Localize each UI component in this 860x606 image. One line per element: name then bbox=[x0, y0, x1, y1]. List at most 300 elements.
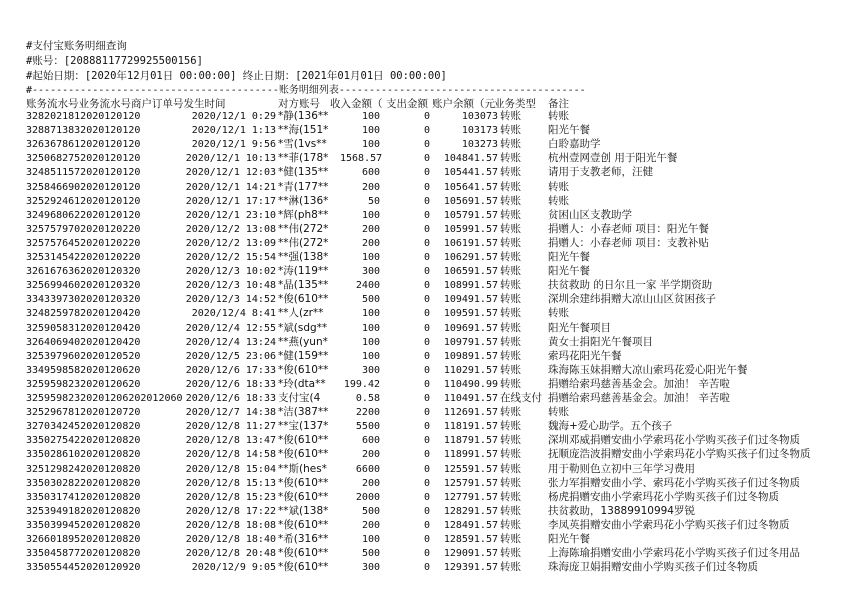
col-type: 业务类型 bbox=[494, 98, 536, 110]
cell-in: 199.42 bbox=[343, 378, 380, 390]
cell-out: 0 bbox=[423, 491, 430, 503]
cell-type: 转账 bbox=[500, 547, 521, 560]
cell-note: 杨虎捐赠安曲小学索玛花小学购买孩子们过冬物质 bbox=[548, 490, 779, 503]
cell-acct: *俊(610** bbox=[278, 293, 329, 306]
cell-type: 转账 bbox=[500, 279, 521, 292]
col-note: 备注 bbox=[548, 98, 569, 110]
cell-id: 32595982320201206202012060 bbox=[26, 393, 183, 404]
cell-time: 2020/12/5 23:06 bbox=[185, 350, 276, 362]
cell-bal: 105441.57 bbox=[443, 167, 498, 179]
cell-type: 转账 bbox=[500, 420, 521, 433]
cell-acct: **斯(hes* bbox=[278, 462, 327, 475]
cell-time: 2020/12/7 14:38 bbox=[185, 407, 276, 419]
cell-note: 请用于支教老师，汪健 bbox=[548, 166, 653, 179]
cell-time: 2020/12/4 12:55 bbox=[185, 322, 276, 334]
cell-acct: *青(177** bbox=[278, 180, 329, 193]
cell-id: 3266018952020120820 bbox=[26, 534, 141, 545]
cell-out: 0 bbox=[423, 252, 430, 263]
cell-in: 100 bbox=[361, 209, 380, 221]
cell-note: 索玛花阳光午餐 bbox=[548, 349, 622, 362]
cell-time: 2020/12/8 15:23 bbox=[185, 491, 276, 503]
cell-id: 3252967812020120720 bbox=[26, 407, 141, 419]
table-row bbox=[0, 434, 860, 447]
cell-id: 3253979602020120520 bbox=[26, 350, 141, 362]
cell-acct: **强(138* bbox=[278, 251, 329, 263]
cell-time: 2020/12/1 14:21 bbox=[185, 181, 276, 193]
cell-time: 2020/12/8 17:22 bbox=[185, 505, 276, 517]
cell-bal: 103073 bbox=[461, 111, 498, 122]
cell-acct: *健(135** bbox=[278, 166, 329, 179]
cell-acct: *俊(610** bbox=[278, 547, 329, 560]
cell-time: 2020/12/1 23:10 bbox=[185, 209, 276, 221]
cell-out: 0 bbox=[423, 519, 430, 531]
table-row bbox=[0, 505, 860, 518]
cell-type: 转账 bbox=[500, 561, 521, 574]
cell-type: 转账 bbox=[500, 208, 521, 221]
cell-in: 100 bbox=[361, 322, 380, 334]
cell-bal: 109791.57 bbox=[443, 336, 498, 348]
cell-id: 3258466902020120120 bbox=[26, 181, 141, 193]
cell-in: 600 bbox=[361, 167, 380, 179]
cell-bal: 103273 bbox=[461, 139, 498, 151]
cell-acct: *静(136** bbox=[278, 110, 329, 122]
cell-time: 2020/12/3 10:48 bbox=[185, 280, 276, 292]
cell-in: 200 bbox=[361, 181, 380, 193]
cell-time: 2020/12/8 13:47 bbox=[185, 435, 276, 447]
cell-type: 转账 bbox=[500, 476, 521, 489]
cell-in: 600 bbox=[361, 435, 380, 447]
cell-out: 0 bbox=[423, 209, 430, 221]
cell-bal: 110491.57 bbox=[443, 393, 498, 404]
cell-time: 2020/12/1 10:13 bbox=[185, 153, 276, 165]
cell-note: 抚顺庞浩波捐赠安曲小学索玛花小学购买孩子们过冬物质 bbox=[548, 448, 811, 461]
cell-id: 3259058312020120420 bbox=[26, 322, 141, 334]
cell-time: 2020/12/2 15:54 bbox=[185, 252, 276, 263]
cell-type: 转账 bbox=[500, 222, 521, 235]
cell-in: 300 bbox=[361, 364, 380, 376]
cell-id: 3343397302020120320 bbox=[26, 294, 141, 306]
cell-id: 3261676362020120320 bbox=[26, 266, 141, 278]
cell-bal: 110291.57 bbox=[443, 364, 498, 376]
cell-acct: *希(316** bbox=[278, 533, 329, 545]
date-range-line: #起始日期：[2020年12月01日 00:00:00] 终止日期：[2021年01月01日 00:00:00] bbox=[26, 70, 447, 82]
cell-bal: 128291.57 bbox=[443, 505, 498, 517]
cell-out: 0 bbox=[423, 534, 430, 545]
cell-note: 魏海+爱心助学。五个孩子 bbox=[548, 420, 673, 433]
cell-bal: 109891.57 bbox=[443, 350, 498, 362]
cell-out: 0 bbox=[423, 294, 430, 306]
table-row bbox=[0, 519, 860, 532]
cell-note: 捐赠人：小春老师 项目：支教补贴 bbox=[548, 236, 709, 249]
cell-acct: *辉(ph8** bbox=[278, 208, 329, 221]
cell-out: 0 bbox=[423, 477, 430, 489]
cell-out: 0 bbox=[423, 463, 430, 475]
cell-out: 0 bbox=[423, 393, 430, 404]
cell-in: 50 bbox=[367, 195, 380, 207]
cell-out: 0 bbox=[423, 505, 430, 517]
table-row bbox=[0, 420, 860, 433]
cell-note: 用于勒则色立初中三年学习费用 bbox=[548, 462, 695, 475]
cell-out: 0 bbox=[423, 548, 430, 560]
cell-in: 200 bbox=[361, 223, 380, 235]
cell-id: 3249680622020120120 bbox=[26, 209, 141, 221]
cell-in: 100 bbox=[361, 139, 380, 151]
cell-note: 捐赠给索玛慈善基金会。加油！ 辛苦啦 bbox=[548, 377, 730, 390]
cell-id: 3264069402020120420 bbox=[26, 336, 141, 348]
cell-note: 扶贫救助 的日尔且一家 半学期资助 bbox=[548, 279, 713, 292]
cell-time: 2020/12/8 11:27 bbox=[185, 421, 276, 433]
cell-note: 转账 bbox=[548, 110, 569, 122]
cell-note: 珠海庞卫娟捐赠安曲小学购买孩子们过冬物质 bbox=[548, 561, 758, 574]
cell-in: 1568.57 bbox=[340, 153, 383, 165]
cell-in: 100 bbox=[361, 252, 380, 263]
cell-type: 在线支付 bbox=[500, 392, 542, 404]
cell-type: 转账 bbox=[500, 307, 521, 320]
cell-acct: *俊(610** bbox=[278, 518, 329, 531]
cell-out: 0 bbox=[423, 449, 430, 461]
cell-acct: **宝(137* bbox=[278, 420, 329, 433]
cell-type: 转账 bbox=[500, 349, 521, 362]
cell-bal: 128591.57 bbox=[443, 534, 498, 545]
cell-bal: 106291.57 bbox=[443, 252, 498, 263]
cell-in: 200 bbox=[361, 477, 380, 489]
cell-note: 白聆嘉助学 bbox=[548, 138, 601, 151]
cell-time: 2020/12/9 9:05 bbox=[191, 562, 276, 574]
cell-id: 3252924612020120120 bbox=[26, 195, 141, 207]
cell-time: 2020/12/3 14:52 bbox=[185, 294, 276, 306]
cell-acct: **伟(272* bbox=[278, 222, 329, 235]
cell-note: 转账 bbox=[548, 194, 569, 207]
cell-out: 0 bbox=[423, 139, 430, 151]
col-account: 对方账号 bbox=[278, 98, 320, 110]
cell-out: 0 bbox=[423, 350, 430, 362]
cell-type: 转账 bbox=[500, 377, 521, 390]
cell-bal: 128491.57 bbox=[443, 519, 498, 531]
cell-id: 3350317412020120820 bbox=[26, 491, 141, 503]
cell-in: 100 bbox=[361, 350, 380, 362]
cell-id: 3350286102020120820 bbox=[26, 449, 141, 461]
cell-id: 3288713832020120120 bbox=[26, 125, 141, 137]
cell-out: 0 bbox=[423, 308, 430, 320]
cell-acct: *斌(sdg** bbox=[278, 321, 328, 334]
cell-out: 0 bbox=[423, 181, 430, 193]
cell-id: 3248511572020120120 bbox=[26, 167, 141, 179]
cell-note: 杭州壹网壹创 用于阳光午餐 bbox=[548, 152, 678, 165]
cell-id: 3251298242020120820 bbox=[26, 463, 141, 475]
cell-bal: 105691.57 bbox=[443, 195, 498, 207]
table-row bbox=[0, 392, 860, 405]
col-balance: 账户余额（元 bbox=[432, 98, 495, 110]
cell-acct: **燕(yun* bbox=[278, 335, 328, 348]
cell-acct: *玲(dta** bbox=[278, 377, 326, 390]
cell-bal: 125591.57 bbox=[443, 463, 498, 475]
cell-bal: 109491.57 bbox=[443, 294, 498, 306]
table-row bbox=[0, 307, 860, 320]
cell-time: 2020/12/1 9:56 bbox=[191, 139, 276, 151]
cell-id: 3270342452020120820 bbox=[26, 421, 141, 433]
table-row bbox=[0, 110, 860, 123]
table-row bbox=[0, 152, 860, 165]
cell-in: 200 bbox=[361, 237, 380, 249]
cell-type: 转账 bbox=[500, 335, 521, 348]
cell-time: 2020/12/8 20:48 bbox=[185, 548, 276, 560]
cell-id: 3256994602020120320 bbox=[26, 280, 141, 292]
cell-id: 3349598582020120620 bbox=[26, 364, 141, 376]
cell-time: 2020/12/4 8:41 bbox=[191, 308, 276, 320]
cell-acct: **淋(136* bbox=[278, 194, 329, 207]
cell-type: 转账 bbox=[500, 265, 521, 278]
cell-bal: 108991.57 bbox=[443, 280, 498, 292]
cell-id: 3250682752020120120 bbox=[26, 153, 141, 165]
cell-acct: *俊(610** bbox=[278, 434, 329, 447]
cell-type: 转账 bbox=[500, 293, 521, 306]
cell-note: 珠海陈玉妹捐赠大凉山索玛花爱心阳光午餐 bbox=[548, 363, 748, 376]
cell-in: 500 bbox=[361, 548, 380, 560]
cell-bal: 118191.57 bbox=[443, 421, 498, 433]
cell-type: 转账 bbox=[500, 533, 521, 545]
cell-in: 5500 bbox=[355, 421, 380, 433]
cell-time: 2020/12/1 0:29 bbox=[191, 111, 276, 122]
cell-time: 2020/12/8 15:13 bbox=[185, 477, 276, 489]
cell-type: 转账 bbox=[500, 124, 521, 137]
cell-id: 3253145422020120220 bbox=[26, 252, 141, 263]
cell-type: 转账 bbox=[500, 321, 521, 334]
cell-out: 0 bbox=[423, 435, 430, 447]
cell-bal: 105641.57 bbox=[443, 181, 498, 193]
cell-note: 李凤英捐赠安曲小学索玛花小学购买孩子们过冬物质 bbox=[548, 518, 790, 531]
cell-acct: *俊(610** bbox=[278, 490, 329, 503]
table-row bbox=[0, 124, 860, 137]
cell-id: 3350458772020120820 bbox=[26, 548, 141, 560]
cell-note: 转账 bbox=[548, 406, 569, 419]
table-row bbox=[0, 561, 860, 574]
cell-id: 3257579702020120220 bbox=[26, 223, 141, 235]
cell-out: 0 bbox=[423, 336, 430, 348]
cell-bal: 125791.57 bbox=[443, 477, 498, 489]
table-row bbox=[0, 279, 860, 292]
cell-type: 转账 bbox=[500, 490, 521, 503]
cell-out: 0 bbox=[423, 407, 430, 419]
cell-out: 0 bbox=[423, 153, 430, 165]
cell-bal: 106191.57 bbox=[443, 237, 498, 249]
cell-bal: 109591.57 bbox=[443, 308, 498, 320]
cell-type: 转账 bbox=[500, 138, 521, 151]
cell-acct: *洁(387** bbox=[278, 406, 329, 419]
cell-in: 100 bbox=[361, 534, 380, 545]
statement-title: #支付宝账务明细查询 bbox=[26, 40, 127, 52]
cell-bal: 129091.57 bbox=[443, 548, 498, 560]
cell-in: 200 bbox=[361, 449, 380, 461]
cell-out: 0 bbox=[423, 421, 430, 433]
cell-type: 转账 bbox=[500, 152, 521, 165]
cell-in: 100 bbox=[361, 125, 380, 137]
cell-time: 2020/12/1 12:03 bbox=[185, 167, 276, 179]
table-row bbox=[0, 448, 860, 461]
cell-bal: 103173 bbox=[461, 125, 498, 137]
table-row bbox=[0, 406, 860, 419]
cell-in: 2200 bbox=[355, 407, 380, 419]
cell-note: 阳光午餐项目 bbox=[548, 321, 611, 334]
cell-bal: 129391.57 bbox=[443, 562, 498, 574]
table-row bbox=[0, 350, 860, 363]
cell-type: 转账 bbox=[500, 110, 521, 122]
cell-out: 0 bbox=[423, 322, 430, 334]
cell-type: 转账 bbox=[500, 462, 521, 475]
table-row bbox=[0, 491, 860, 504]
cell-out: 0 bbox=[423, 111, 430, 122]
cell-in: 300 bbox=[361, 266, 380, 278]
table-row bbox=[0, 378, 860, 391]
cell-time: 2020/12/2 13:08 bbox=[185, 223, 276, 235]
cell-bal: 118991.57 bbox=[443, 449, 498, 461]
cell-in: 2000 bbox=[355, 491, 380, 503]
cell-id: 3282021812020120120 bbox=[26, 111, 141, 122]
cell-in: 2400 bbox=[355, 280, 380, 292]
cell-bal: 127791.57 bbox=[443, 491, 498, 503]
table-row bbox=[0, 181, 860, 194]
table-row bbox=[0, 251, 860, 264]
cell-note: 深圳邓威捐赠安曲小学索玛花小学购买孩子们过冬物质 bbox=[548, 434, 800, 447]
cell-type: 转账 bbox=[500, 363, 521, 376]
cell-note: 贫困山区支教助学 bbox=[548, 208, 632, 221]
cell-out: 0 bbox=[423, 364, 430, 376]
table-row bbox=[0, 336, 860, 349]
cell-in: 100 bbox=[361, 111, 380, 122]
cell-in: 500 bbox=[361, 505, 380, 517]
cell-type: 转账 bbox=[500, 518, 521, 531]
cell-acct: *俊(610** bbox=[278, 448, 329, 461]
table-row bbox=[0, 265, 860, 278]
cell-out: 0 bbox=[423, 237, 430, 249]
cell-bal: 110490.99 bbox=[443, 378, 498, 390]
cell-acct: **菲(178* bbox=[278, 152, 329, 165]
cell-id: 3350554452020120920 bbox=[26, 562, 141, 574]
cell-in: 6600 bbox=[355, 463, 380, 475]
table-row bbox=[0, 364, 860, 377]
cell-in: 100 bbox=[361, 336, 380, 348]
cell-acct: **斌(138* bbox=[278, 504, 329, 517]
cell-acct: *晶(135** bbox=[278, 279, 329, 292]
table-row bbox=[0, 138, 860, 151]
table-row bbox=[0, 533, 860, 546]
section-separator: #-----------------------------------------账务明细列表----------------------------------------- bbox=[26, 85, 586, 96]
cell-type: 转账 bbox=[500, 236, 521, 249]
table-row bbox=[0, 237, 860, 250]
table-row bbox=[0, 463, 860, 476]
cell-id: 3350275422020120820 bbox=[26, 435, 141, 447]
cell-out: 0 bbox=[423, 378, 430, 390]
cell-type: 转账 bbox=[500, 504, 521, 517]
col-expense: 支出金额 bbox=[386, 98, 428, 110]
cell-acct: **伟(272* bbox=[278, 236, 329, 249]
cell-out: 0 bbox=[423, 562, 430, 574]
table-row bbox=[0, 477, 860, 490]
cell-note: 张力军捐赠安曲小学、索玛花小学购买孩子们过冬物质 bbox=[548, 476, 800, 489]
col-income: 收入金额（ bbox=[330, 98, 383, 110]
table-row bbox=[0, 166, 860, 179]
cell-type: 转账 bbox=[500, 194, 521, 207]
cell-id: 3263678612020120120 bbox=[26, 139, 141, 151]
cell-acct: *俊(610** bbox=[278, 561, 329, 574]
cell-in: 200 bbox=[361, 519, 380, 531]
cell-note: 阳光午餐 bbox=[548, 251, 590, 263]
cell-note: 捐赠给索玛慈善基金会。加油！ 辛苦啦 bbox=[548, 392, 730, 404]
table-row bbox=[0, 322, 860, 335]
cell-time: 2020/12/8 14:58 bbox=[185, 449, 276, 461]
cell-bal: 106591.57 bbox=[443, 266, 498, 278]
cell-time: 2020/12/6 18:33 bbox=[185, 393, 276, 404]
cell-note: 深圳余建纬捐赠大凉山山区贫困孩子 bbox=[548, 293, 716, 306]
cell-acct: *俊(610** bbox=[278, 363, 329, 376]
cell-id: 3257576452020120220 bbox=[26, 237, 141, 249]
table-row bbox=[0, 547, 860, 560]
cell-id: 3253949182020120820 bbox=[26, 505, 141, 517]
cell-time: 2020/12/2 13:09 bbox=[185, 237, 276, 249]
cell-note: 转账 bbox=[548, 307, 569, 320]
cell-time: 2020/12/6 18:33 bbox=[185, 378, 276, 390]
cell-id: 3350302822020120820 bbox=[26, 477, 141, 489]
cell-note: 黄女士捐阳光午餐项目 bbox=[548, 335, 653, 348]
cell-out: 0 bbox=[423, 266, 430, 278]
cell-time: 2020/12/1 17:17 bbox=[185, 195, 276, 207]
cell-bal: 112691.57 bbox=[443, 407, 498, 419]
cell-type: 转账 bbox=[500, 166, 521, 179]
cell-time: 2020/12/8 15:04 bbox=[185, 463, 276, 475]
cell-bal: 109691.57 bbox=[443, 322, 498, 334]
cell-time: 2020/12/3 10:02 bbox=[185, 266, 276, 278]
cell-acct: *涛(119** bbox=[278, 265, 329, 278]
cell-bal: 118791.57 bbox=[443, 435, 498, 447]
cell-note: 上海陈瑜捐赠安曲小学索玛花小学购买孩子们过冬用品 bbox=[548, 547, 800, 560]
cell-in: 0.58 bbox=[355, 393, 380, 404]
table-row bbox=[0, 293, 860, 306]
cell-time: 2020/12/6 17:33 bbox=[185, 364, 276, 376]
cell-bal: 105991.57 bbox=[443, 223, 498, 235]
cell-note: 阳光午餐 bbox=[548, 124, 590, 137]
cell-note: 捐赠人：小春老师 项目：阳光午餐 bbox=[548, 222, 709, 235]
cell-out: 0 bbox=[423, 167, 430, 179]
table-row bbox=[0, 195, 860, 208]
table-row bbox=[0, 223, 860, 236]
cell-in: 500 bbox=[361, 294, 380, 306]
table-row bbox=[0, 209, 860, 222]
cell-acct: *健(159** bbox=[278, 349, 329, 362]
cell-id: 3259598232020120620 bbox=[26, 378, 141, 390]
cell-in: 300 bbox=[361, 562, 380, 574]
cell-type: 转账 bbox=[500, 434, 521, 447]
cell-acct: **人(zr** bbox=[278, 307, 324, 320]
cell-type: 转账 bbox=[500, 251, 521, 263]
cell-note: 阳光午餐 bbox=[548, 533, 590, 545]
cell-type: 转账 bbox=[500, 448, 521, 461]
cell-time: 2020/12/8 18:08 bbox=[185, 519, 276, 531]
cell-type: 转账 bbox=[500, 406, 521, 419]
cell-id: 3350399452020120820 bbox=[26, 519, 141, 531]
cell-id: 3248259782020120420 bbox=[26, 308, 141, 320]
cell-time: 2020/12/1 1:13 bbox=[191, 125, 276, 137]
cell-bal: 105791.57 bbox=[443, 209, 498, 221]
account-line: #账号：[20888117729925500156] bbox=[26, 55, 203, 67]
cell-acct: 支付宝(4 bbox=[278, 392, 321, 404]
cell-out: 0 bbox=[423, 195, 430, 207]
cell-note: 扶贫救助，13889910994罗锐 bbox=[548, 504, 695, 517]
cell-out: 0 bbox=[423, 223, 430, 235]
cell-acct: *俊(610** bbox=[278, 476, 329, 489]
cell-out: 0 bbox=[423, 280, 430, 292]
cell-type: 转账 bbox=[500, 180, 521, 193]
cell-note: 阳光午餐 bbox=[548, 265, 590, 278]
cell-note: 转账 bbox=[548, 180, 569, 193]
